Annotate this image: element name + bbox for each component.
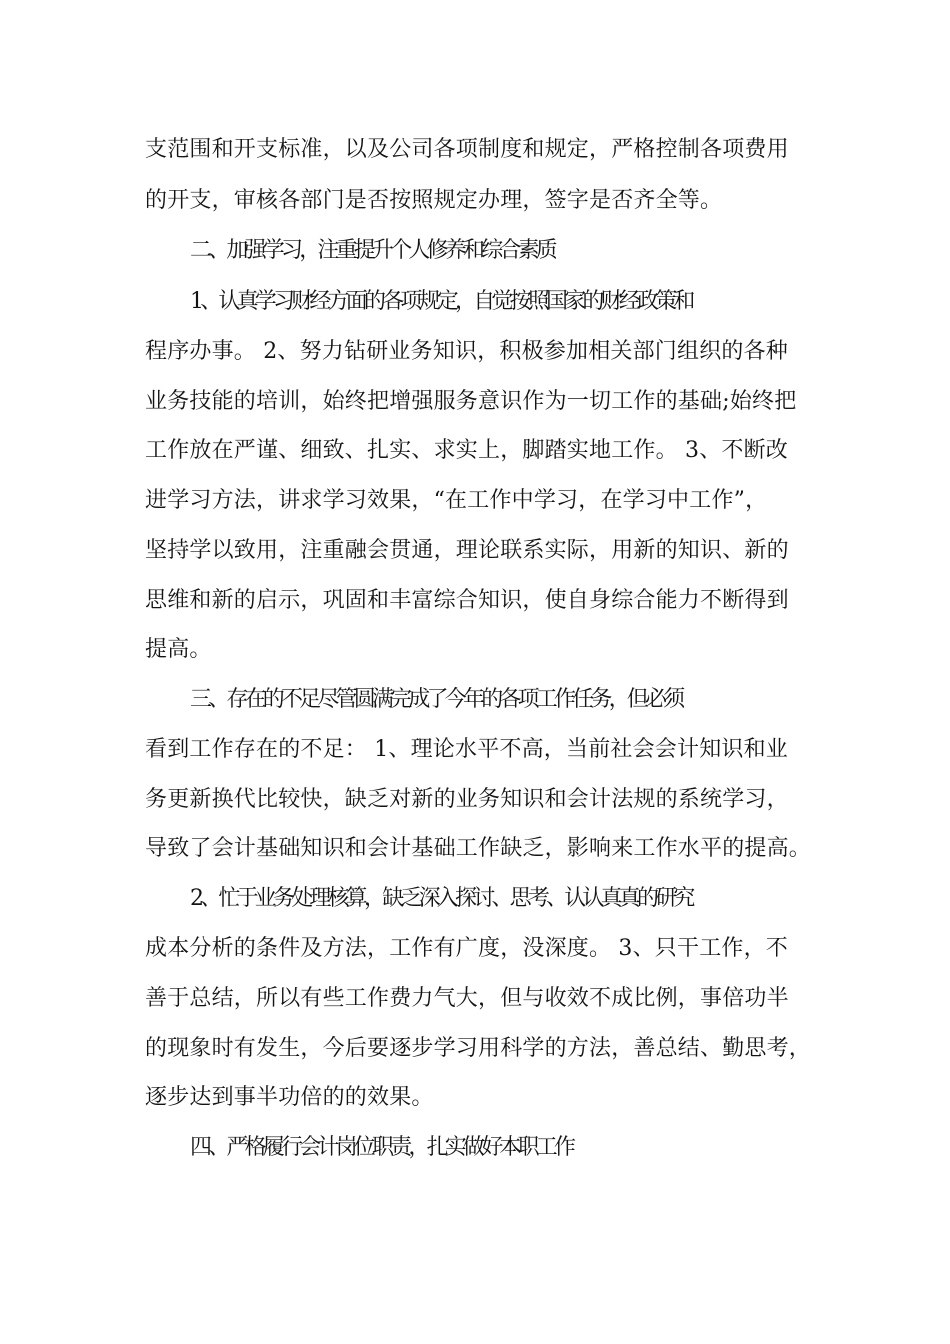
text-line: 成本分析的条件及方法，工作有广度，没深度。 3、只干工作，不 — [145, 936, 788, 961]
text-line: 2、忙于业务处理核算，缺乏深入探讨、思考、认认真真的研究 — [190, 886, 692, 911]
text-line: 的开支，审核各部门是否按照规定办理，签字是否齐全等。 — [145, 188, 723, 213]
text-line: 工作放在严谨、细致、扎实、求实上，脚踏实地工作。 3、不断改 — [145, 438, 788, 463]
text-line: 提高。 — [145, 637, 212, 662]
text-line: 务更新换代比较快，缺乏对新的业务知识和会计法规的系统学习， — [145, 787, 789, 812]
text-line: 业务技能的培训，始终把增强服务意识作为一切工作的基础;始终把 — [145, 389, 797, 414]
text-line: 程序办事。 2、努力钻研业务知识，积极参加相关部门组织的各种 — [145, 339, 788, 364]
text-line: 的现象时有发生，今后要逐步学习用科学的方法，善总结、勤思考， — [145, 1036, 812, 1061]
text-line: 导致了会计基础知识和会计基础工作缺乏，影响来工作水平的提高。 — [145, 836, 812, 861]
text-line: 逐步达到事半功倍的的效果。 — [145, 1085, 434, 1110]
text-line: 坚持学以致用，注重融会贯通，理论联系实际，用新的知识、新的 — [145, 538, 789, 563]
section-heading: 二、加强学习，注重提升个人修养和综合素质 — [190, 238, 555, 263]
text-line: 看到工作存在的不足： 1、理论水平不高，当前社会会计知识和业 — [145, 737, 788, 762]
text-line: 支范围和开支标准，以及公司各项制度和规定，严格控制各项费用 — [145, 137, 789, 162]
text-line: 1、认真学习财经方面的各项规定，自觉按照国家的财经政策和 — [190, 289, 692, 314]
section-heading: 三、存在的不足尽管圆满完成了今年的各项工作任务，但必须 — [190, 687, 682, 712]
text-line: 思维和新的启示，巩固和丰富综合知识，使自身综合能力不断得到 — [145, 588, 789, 613]
text-line: 进学习方法，讲求学习效果，“在工作中学习，在学习中工作”， — [145, 488, 768, 513]
text-line: 善于总结，所以有些工作费力气大，但与收效不成比例，事倍功半 — [145, 986, 789, 1011]
section-heading: 四、严格履行会计岗位职责，扎实做好本职工作 — [190, 1135, 573, 1160]
